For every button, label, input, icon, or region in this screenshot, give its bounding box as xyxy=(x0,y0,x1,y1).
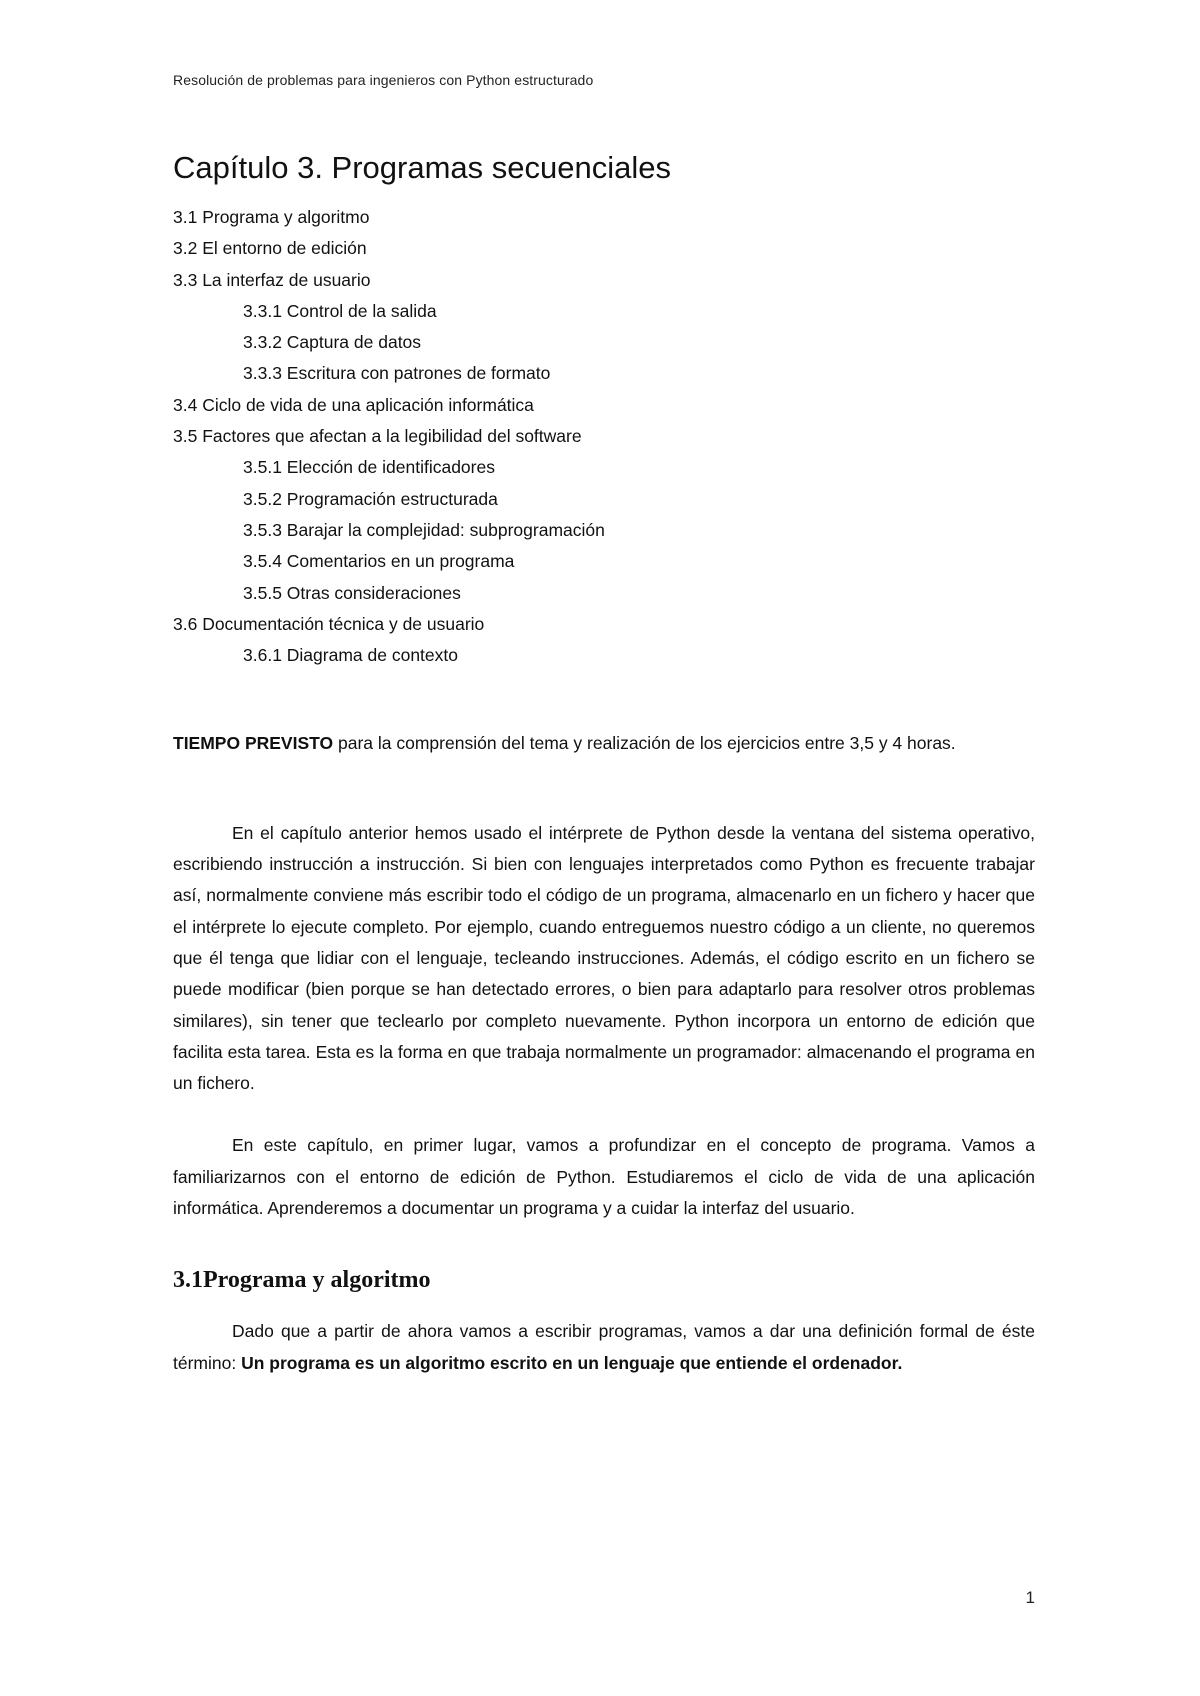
intro-paragraph-1: En el capítulo anterior hemos usado el intérprete de Python desde la ventana del sistema operativo, escribiendo instrucción a instrucción. Si bien con lenguajes interpretados como Python es frecuente trabajar así, normalmente conviene más escribir todo el código de un programa, almacenarlo en un fichero y hacer que el intérprete lo ejecute completo. Por ejemplo, cuando entreguemos nuestro código a un cliente, no queremos que él tenga que lidiar con el lenguaje, tecleando instrucciones. Además, el código escrito en un fichero se puede modificar (bien porque se han detectado errores, o bien para adaptarlo para resolver otros problemas similares), sin tener que teclearlo por completo nuevamente. Python incorpora un entorno de edición que facilita esta tarea. Esta es la forma en que trabaja normalmente un programador: almacenando el programa en un fichero. xyxy=(173,822,1035,1094)
toc-subitem: 3.3.3 Escritura con patrones de formato xyxy=(243,363,551,384)
page-content xyxy=(173,148,1035,1379)
chapter-title: Capítulo 3. Programas secuenciales xyxy=(173,150,671,185)
program-definition: Un programa es un algoritmo escrito en un lenguaje que entiende el ordenador. xyxy=(241,1352,903,1373)
toc-item: 3.4 Ciclo de vida de una aplicación informática xyxy=(173,394,534,415)
page-number: 1 xyxy=(1025,1588,1035,1607)
estimated-time-text: para la comprensión del tema y realización de los ejercicios entre 3,5 y 4 horas. xyxy=(333,733,956,754)
toc-item: 3.1 Programa y algoritmo xyxy=(173,207,370,227)
toc-item: 3.5 Factores que afectan a la legibilidad del software xyxy=(173,426,582,447)
toc-item: 3.2 El entorno de edición xyxy=(173,238,367,259)
section-paragraph xyxy=(173,1316,1035,1379)
section-heading: 3.1Programa y algoritmo xyxy=(173,1267,431,1294)
table-of-contents xyxy=(173,202,1035,671)
section-intro-text: Dado que a partir de ahora vamos a escribir programas, vamos a dar una definición formal de éste término: xyxy=(173,1321,1035,1373)
toc-subitem: 3.5.3 Barajar la complejidad: subprogramación xyxy=(243,519,605,540)
toc-item: 3.6 Documentación técnica y de usuario xyxy=(173,613,485,634)
toc-item: 3.3 La interfaz de usuario xyxy=(173,269,371,290)
toc-subitem: 3.5.1 Elección de identificadores xyxy=(243,457,495,478)
toc-subitem: 3.3.1 Control de la salida xyxy=(243,300,437,321)
estimated-time-note xyxy=(173,728,1035,759)
toc-subitem: 3.5.4 Comentarios en un programa xyxy=(243,551,515,572)
toc-subitem: 3.5.5 Otras consideraciones xyxy=(243,582,461,603)
estimated-time-label: TIEMPO PREVISTO xyxy=(173,733,334,754)
running-header: Resolución de problemas para ingenieros con Python estructurado xyxy=(173,72,594,88)
toc-subitem: 3.3.2 Captura de datos xyxy=(243,332,422,353)
intro-paragraph-2: En este capítulo, en primer lugar, vamos a profundizar en el concepto de programa. Vamos a familiarizarnos con el entorno de edición de Python. Estudiaremos el ciclo de vida de una aplicación informática. Aprenderemos a documentar un programa y a cuidar la interfaz del usuario. xyxy=(173,1135,1035,1219)
toc-subitem: 3.6.1 Diagrama de contexto xyxy=(243,645,458,666)
toc-subitem: 3.5.2 Programación estructurada xyxy=(243,488,498,509)
